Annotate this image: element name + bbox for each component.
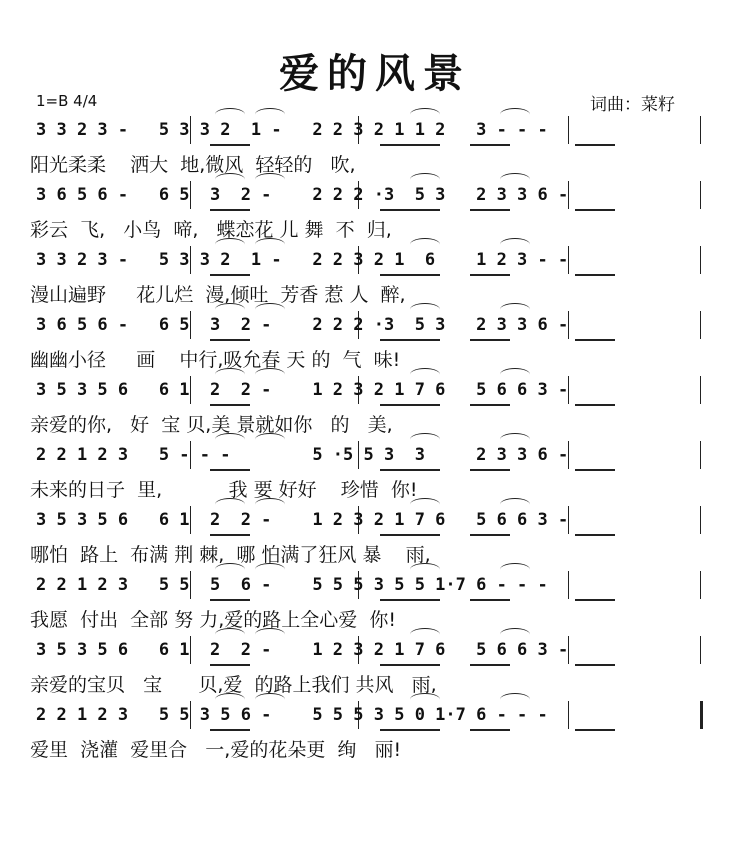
slur-arc xyxy=(410,693,440,706)
beam-underline xyxy=(470,274,510,276)
slur-arc xyxy=(255,563,285,576)
notation-line: 2 2 1 2 3 5 5 5 6 - 5 5 5 3 5 5 1·7 6 - - - xyxy=(36,575,548,595)
beam-underline xyxy=(470,144,510,146)
slur-arc xyxy=(500,628,530,641)
slur-arc xyxy=(255,368,285,381)
slur-arc xyxy=(215,368,245,381)
beam-underline xyxy=(210,599,250,601)
beam-underline xyxy=(575,729,615,731)
lyrics-line: 亲爱的你, 好 宝 贝,美 景就如你 的 美, xyxy=(30,414,393,436)
lyrics-line: 亲爱的宝贝 宝 贝,爱 的路上我们 共风 雨, xyxy=(30,674,437,696)
lyrics-line: 阳光柔柔 洒大 地,微风 轻轻的 吹, xyxy=(30,154,356,176)
beam-underline xyxy=(470,664,510,666)
slur-arc xyxy=(500,563,530,576)
notation-line: 3 3 2 3 - 5 3 3 2 1 - 2 2 3 2 1 6 1 2 3 - - xyxy=(36,250,569,270)
lyrics-line: 幽幽小径 画 中行,吸允春 天 的 气 味! xyxy=(30,349,401,371)
slur-arc xyxy=(410,173,440,186)
slur-arc xyxy=(410,238,440,251)
slur-arc xyxy=(215,238,245,251)
slur-arc xyxy=(255,628,285,641)
beam-underline xyxy=(380,404,440,406)
beam-underline xyxy=(575,469,615,471)
beam-underline xyxy=(210,144,250,146)
beam-underline xyxy=(575,599,615,601)
beam-underline xyxy=(210,404,250,406)
beam-underline xyxy=(470,404,510,406)
slur-arc xyxy=(500,693,530,706)
beam-underline xyxy=(210,534,250,536)
notation-line: 3 6 5 6 - 6 5 3 2 - 2 2 2 ·3 5 3 2 3 3 6 - xyxy=(36,185,569,205)
slur-arc xyxy=(215,433,245,446)
song-title: 爱的风景 xyxy=(279,50,471,97)
lyrics-line: 哪怕 路上 布满 荆 棘, 哪 怕满了狂风 暴 雨, xyxy=(30,544,431,566)
slur-arc xyxy=(500,303,530,316)
beam-underline xyxy=(470,534,510,536)
slur-arc xyxy=(410,108,440,121)
lyrics-line: 爱里 浇灌 爱里合 一,爱的花朵更 绚 丽! xyxy=(30,739,402,761)
slur-arc xyxy=(215,628,245,641)
beam-underline xyxy=(210,664,250,666)
notation-line: 3 5 3 5 6 6 1 2 2 - 1 2 3 2 1 7 6 5 6 6 3 - xyxy=(36,380,569,400)
slur-arc xyxy=(410,498,440,511)
slur-arc xyxy=(215,303,245,316)
slur-arc xyxy=(500,368,530,381)
notation-line: 3 5 3 5 6 6 1 2 2 - 1 2 3 2 1 7 6 5 6 6 3 - xyxy=(36,510,569,530)
key-signature: 1=B 4/4 xyxy=(36,92,98,110)
author-credit: 词曲：菜籽 xyxy=(590,95,675,115)
beam-underline xyxy=(210,729,250,731)
slur-arc xyxy=(255,108,285,121)
slur-arc xyxy=(410,628,440,641)
beam-underline xyxy=(575,274,615,276)
slur-arc xyxy=(215,563,245,576)
slur-arc xyxy=(410,303,440,316)
beam-underline xyxy=(575,144,615,146)
notation-line: 2 2 1 2 3 5 - - - 5 ·5 5 3 3 2 3 3 6 - xyxy=(36,445,569,465)
beam-underline xyxy=(380,469,440,471)
slur-arc xyxy=(410,433,440,446)
slur-arc xyxy=(255,303,285,316)
notation-line: 2 2 1 2 3 5 5 3 5 6 - 5 5 5 3 5 0 1·7 6 - - - xyxy=(36,705,548,725)
slur-arc xyxy=(255,498,285,511)
lyrics-line: 彩云 飞, 小鸟 啼, 蝶恋花 儿 舞 不 归, xyxy=(30,219,392,241)
slur-arc xyxy=(215,498,245,511)
beam-underline xyxy=(470,469,510,471)
beam-underline xyxy=(470,599,510,601)
slur-arc xyxy=(215,108,245,121)
beam-underline xyxy=(575,209,615,211)
beam-underline xyxy=(210,469,250,471)
slur-arc xyxy=(215,173,245,186)
beam-underline xyxy=(380,209,440,211)
slur-arc xyxy=(410,368,440,381)
lyrics-line: 我愿 付出 全部 努 力,爱的路上全心爱 你! xyxy=(30,609,396,631)
slur-arc xyxy=(255,433,285,446)
slur-arc xyxy=(500,238,530,251)
notation-line: 3 3 2 3 - 5 3 3 2 1 - 2 2 3 2 1 1 2 3 - - - xyxy=(36,120,548,140)
slur-arc xyxy=(215,693,245,706)
slur-arc xyxy=(410,563,440,576)
beam-underline xyxy=(210,274,250,276)
beam-underline xyxy=(380,339,440,341)
beam-underline xyxy=(470,339,510,341)
beam-underline xyxy=(380,274,440,276)
beam-underline xyxy=(380,534,440,536)
slur-arc xyxy=(255,693,285,706)
beam-underline xyxy=(575,404,615,406)
notation-line: 3 5 3 5 6 6 1 2 2 - 1 2 3 2 1 7 6 5 6 6 3 - xyxy=(36,640,569,660)
lyrics-line: 未来的日子 里, 我 要 好好 珍惜 你! xyxy=(30,479,418,501)
lyrics-line: 漫山遍野 花儿烂 漫,倾吐 芳香 惹 人 醉, xyxy=(30,284,406,306)
beam-underline xyxy=(380,729,440,731)
slur-arc xyxy=(255,238,285,251)
beam-underline xyxy=(470,729,510,731)
beam-underline xyxy=(380,599,440,601)
beam-underline xyxy=(210,339,250,341)
slur-arc xyxy=(500,433,530,446)
beam-underline xyxy=(380,144,440,146)
beam-underline xyxy=(470,209,510,211)
slur-arc xyxy=(500,498,530,511)
beam-underline xyxy=(575,664,615,666)
beam-underline xyxy=(575,339,615,341)
beam-underline xyxy=(380,664,440,666)
beam-underline xyxy=(210,209,250,211)
slur-arc xyxy=(255,173,285,186)
slur-arc xyxy=(500,173,530,186)
beam-underline xyxy=(575,534,615,536)
slur-arc xyxy=(500,108,530,121)
notation-line: 3 6 5 6 - 6 5 3 2 - 2 2 2 ·3 5 3 2 3 3 6 - xyxy=(36,315,569,335)
